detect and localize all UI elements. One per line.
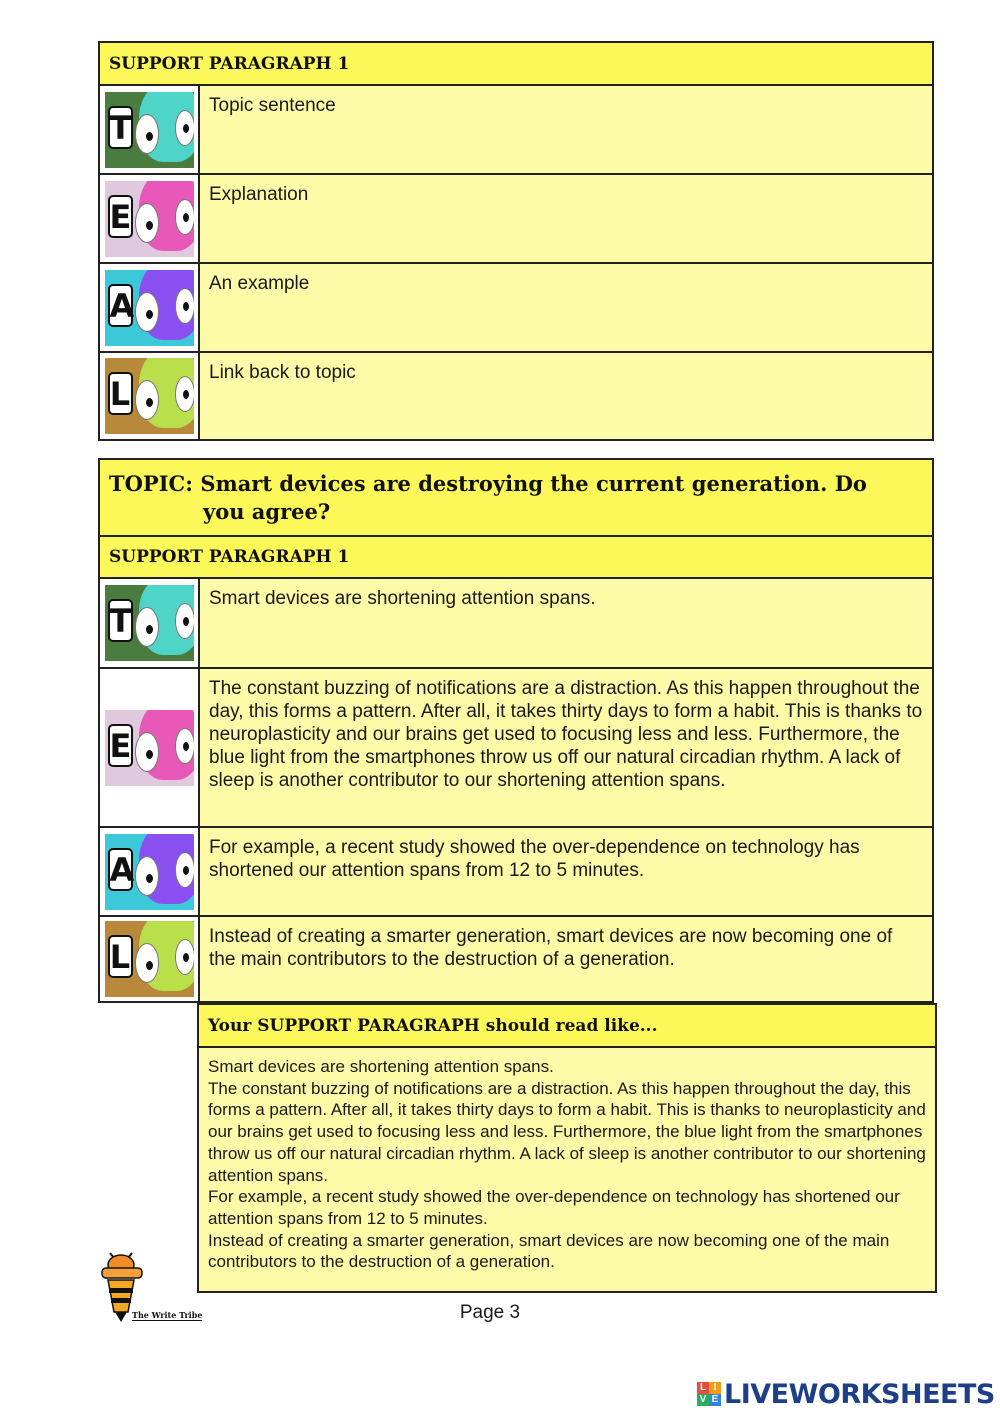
result-line: Smart devices are shortening attention spans.: [208, 1057, 554, 1076]
row-text: For example, a recent study showed the over-dependence on technology has shortened our attention spans from 12 to 5 minutes.: [200, 828, 932, 915]
monster-letter: T: [108, 599, 133, 642]
brand-mark-letter: L: [697, 1382, 709, 1394]
page-number: Page 3: [459, 1302, 521, 1323]
monster-l-icon: [100, 917, 200, 1001]
table-header-label: SUPPORT PARAGRAPH 1: [109, 547, 350, 567]
topic-label: TOPIC:: [109, 471, 193, 496]
monster-a-icon: [100, 264, 200, 351]
row-text: The constant buzzing of notifications are a distraction. As this happen throughout the day, this forms a pattern. After all, it takes thirty days to form a habit. This is thanks to neuroplasticity and our brains get used to focusing less and less. Furthermore, the blue light from the smartphones throw us off our natural circadian rhythm. A lack of sleep is another contributor to our shortening attention spans.: [200, 669, 932, 826]
row-label: Link back to topic: [200, 353, 932, 439]
table-row-explanation: [100, 175, 932, 264]
topic-line2: you agree?: [203, 499, 331, 524]
table-row-explanation: [100, 669, 932, 828]
monster-letter: L: [108, 372, 133, 415]
monster-badge: [105, 358, 194, 434]
result-line: Instead of creating a smarter generation, smart devices are now becoming one of the main contributors to the destruction of a generation.: [208, 1230, 890, 1272]
result-line: For example, a recent study showed the over-dependence on technology has shortened our attention spans from 12 to 5 minutes.: [208, 1187, 900, 1228]
monster-letter: L: [108, 935, 133, 978]
topic-header: [100, 460, 932, 537]
monster-letter: T: [108, 106, 133, 149]
liveworksheets-brand: [697, 1378, 995, 1410]
row-label: An example: [200, 264, 932, 351]
result-header: [199, 1005, 935, 1048]
monster-l-icon: [100, 353, 200, 439]
monster-e-icon: [100, 175, 200, 262]
monster-badge: [105, 710, 194, 786]
table-header-label: SUPPORT PARAGRAPH 1: [109, 54, 350, 74]
monster-t-icon: [100, 579, 200, 667]
row-text: Smart devices are shortening attention spans.: [200, 579, 932, 667]
monster-t-icon: [100, 86, 200, 173]
monster-badge: [105, 92, 194, 168]
table-row-example: [100, 264, 932, 353]
topic-line1: Smart devices are destroying the current generation. Do: [200, 471, 867, 496]
monster-a-icon: [100, 828, 200, 915]
table-row-topic: [100, 86, 932, 175]
example-table: [98, 458, 934, 1003]
monster-badge: [105, 270, 194, 346]
row-label: Topic sentence: [200, 86, 932, 173]
row-text: Instead of creating a smarter generation, smart devices are now becoming one of the main contributors to the destruction of a generation.: [200, 917, 932, 1001]
result-paragraph: [199, 1048, 935, 1281]
brand-mark-letter: V: [697, 1394, 709, 1406]
table-row-topic: [100, 579, 932, 669]
monster-letter: A: [108, 848, 133, 891]
monster-badge: [105, 921, 194, 997]
result-line: The constant buzzing of notifications are a distraction. As this happen throughout the day, this forms a pattern. After all, it takes thirty days to form a habit. This is thanks to neuroplasticity and our brains get used to focusing less and less. Furthermore, the blue light from the smartphones throw us off our natural circadian rhythm. A lack of sleep is another contributor to our shortening attention spans.: [208, 1078, 926, 1185]
monster-letter: E: [108, 195, 133, 238]
teal-template-table: [98, 41, 934, 441]
logo-text: The Write Tribe: [132, 1310, 203, 1320]
table-row-link: [100, 917, 932, 1001]
brand-mark-letter: E: [709, 1394, 721, 1406]
liveworksheets-logo-icon: [697, 1382, 721, 1406]
monster-badge: [105, 585, 194, 661]
table-header: [100, 537, 932, 579]
monster-e-icon: [100, 669, 200, 826]
row-label: Explanation: [200, 175, 932, 262]
result-paragraph-box: [197, 1003, 937, 1293]
table-header: [100, 43, 932, 86]
monster-badge: [105, 181, 194, 257]
monster-letter: A: [108, 284, 133, 327]
result-header-label: Your SUPPORT PARAGRAPH should read like...: [208, 1016, 658, 1036]
table-row-example: [100, 828, 932, 917]
monster-badge: [105, 834, 194, 910]
brand-mark-letter: I: [709, 1382, 721, 1394]
table-row-link: [100, 353, 932, 439]
monster-letter: E: [108, 724, 133, 767]
brand-name: LIVEWORKSHEETS: [724, 1378, 995, 1410]
